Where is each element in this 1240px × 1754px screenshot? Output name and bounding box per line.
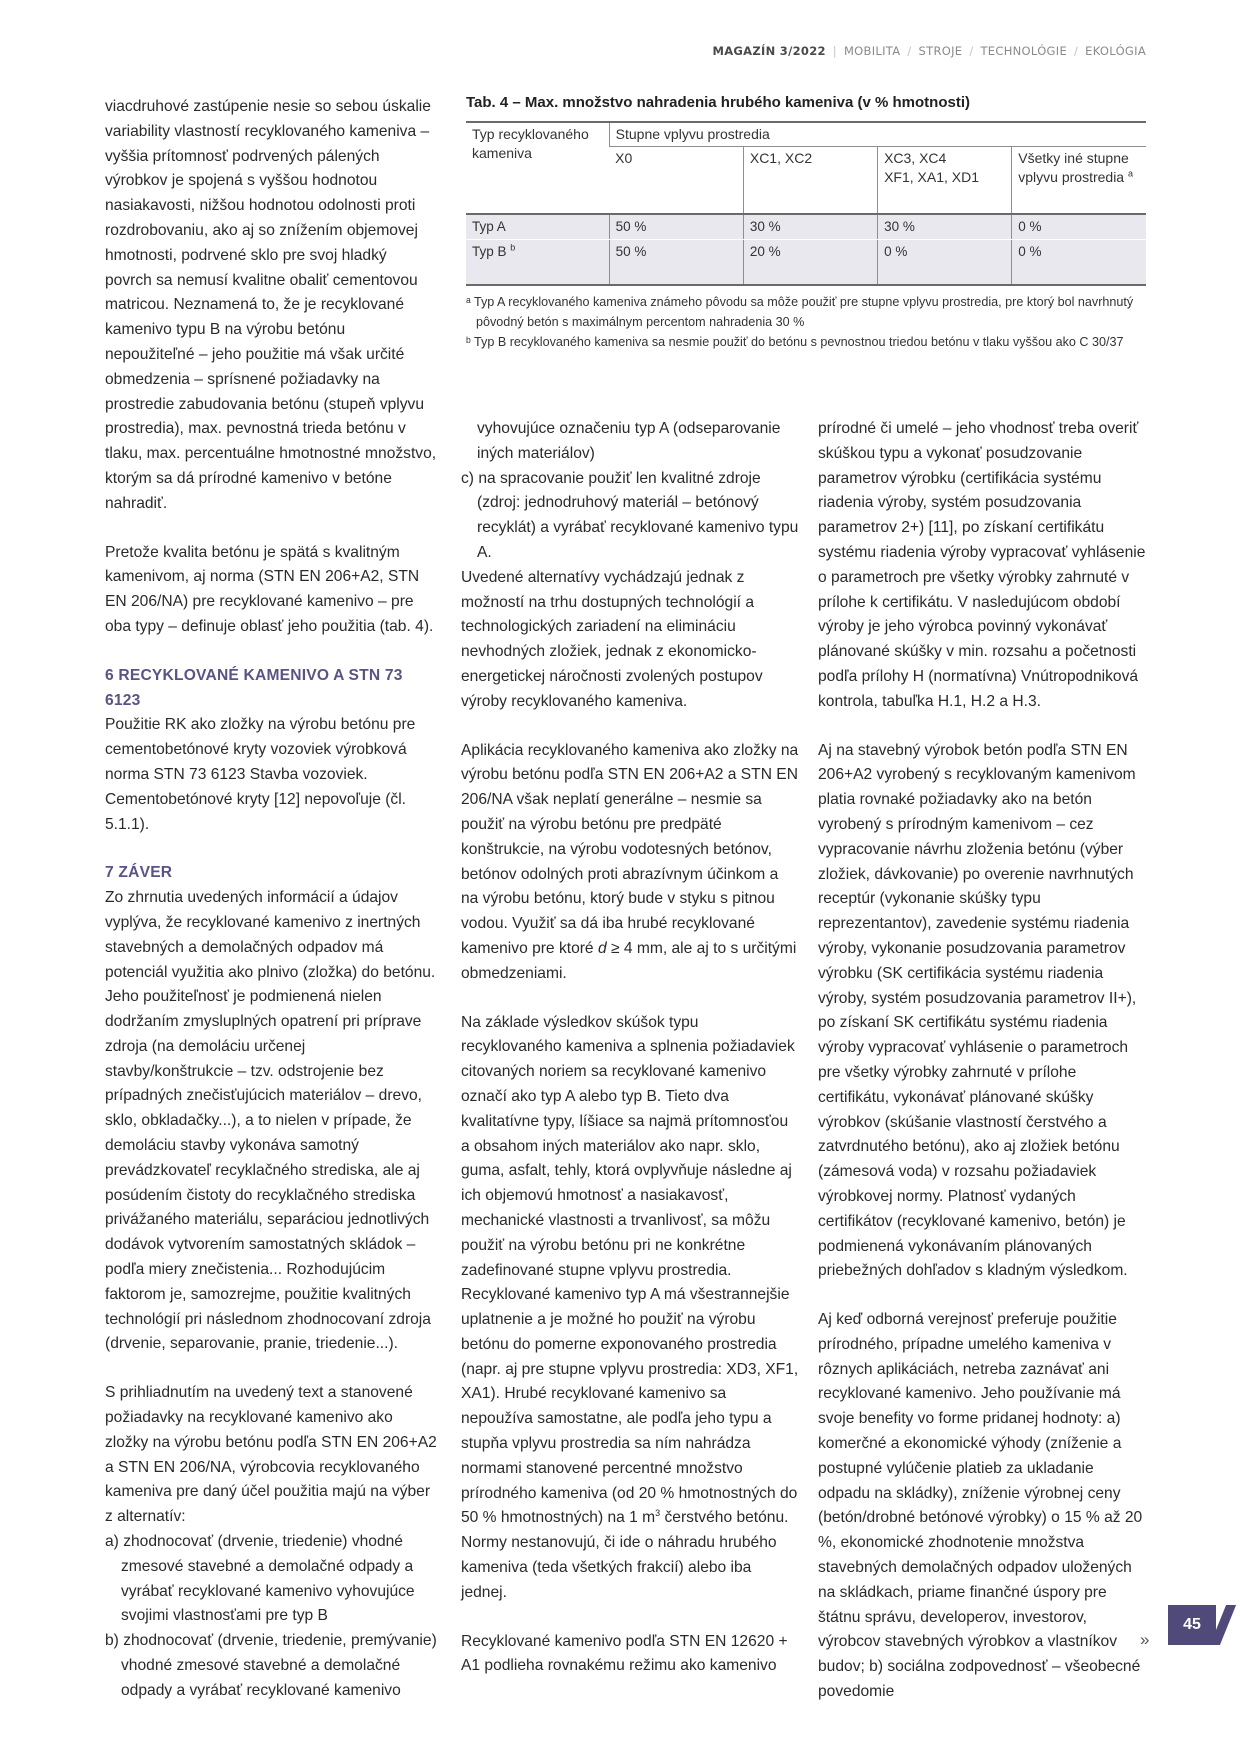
page-number: 45 [1168,1605,1216,1645]
paragraph: Použitie RK ako zložky na výrobu betónu pre cementobetónové kryty vozoviek výrobková norma STN 73 6123 Stavba vozoviek. Cementobetónové kryty [12] nepovoľuje (čl. 5.1.1). [105,716,416,833]
header-category: MOBILITA [843,44,901,58]
table-reference: (tab. 4). [379,617,434,635]
continue-chevron-icon: » [1140,1630,1150,1649]
table-cell: 0 % [1012,240,1146,286]
paragraph: Uvedené alternatívy vychádzajú jednak z možností na trhu dostupných technológií a technologických zariadení na elimináciu nevhodných zložiek, jednak z ekonomicko-energetickej náročnosti zvolených postupov výroby recyklovaného kameniva. [461,568,763,710]
table-cell: 0 % [1012,214,1146,240]
footnote: ᵇ Typ B recyklovaného kameniva sa nesmie použiť do betónu s pevnostnou triedou betónu v tlaku vyššou ako C 30/37 [466,335,1124,349]
paragraph: Aj keď odborná verejnosť preferuje použitie prírodného, prípadne umelého kameniva v rôznych aplikáciách, netreba zaznávať ani recyklované kamenivo. Jeho používanie má svoje benefity vo forme pridanej hodnoty: a) komerčné a ekonomické výhody (zníženie a postupné vylúčenie platieb za ukladanie odpadu na skládky), zníženie výrobnej ceny (betón/drobné betónové výrobky) o 15 % až 20 %, ekonomické zhodnotenie množstva stavebných demolačných odpadov uložených na skládkach, priame finančné úspory pre štátnu správu, developerov, investorov, výrobcov stavebných výrobkov a vlastníkov budov; b) sociálna zodpovednosť – všeobecné povedomie [818,1311,1143,1701]
table-4 [466,94,1146,352]
paragraph: prírodné či umelé – jeho vhodnosť treba overiť skúškou typu a vykonať posudzovanie parametrov výrobku (certifikácia systému riadenia výroby, systém posudzovania parametrov 2+) [11], po získaní certifikátu systému riadenia výroby vypracovať vyhlásenie o parametroch pre všetky výrobky zahrnuté v prílohe k certifikátu. V nasledujúcom období výroby je jeho výrobca povinný vykonávať plánované skúšky v min. rozsahu a početnosti podľa prílohy H (normatívna) Vnútropodniková kontrola, tabuľka H.1, H.2 a H.3. [818,420,1146,710]
header-category: TECHNOLÓGIE [980,44,1068,58]
column-header: X0 [609,147,743,215]
header-category: STROJE [918,44,963,58]
paragraph: S prihliadnutím na uvedený text a stanovené požiadavky na recyklované kamenivo ako zložky na výrobu betónu podľa STN EN 206+A2 a STN EN 206/NA, výrobcovia recyklovaného kameniva pre daný účel použitia majú na výber z alternatív: [105,1384,437,1526]
list-item-continuation: vyhovujúce označeniu typ A (odseparovanie iných materiálov) [477,420,781,462]
paragraph: Recyklované kamenivo podľa STN EN 12620 + A1 podlieha rovnakému režimu ako kamenivo [461,1632,788,1675]
column-group-header: Stupne vplyvu prostredia [609,122,1146,147]
column-header: Všetky iné stupne vplyvu prostredia $^a$ [1012,147,1146,215]
column-header: XC3, XC4 XF1, XA1, XD1 [878,147,1012,215]
table-row [466,214,1146,240]
footnote: ᵃ Typ A recyklovaného kameniva známeho pôvodu sa môže použiť pre stupne vplyvu prostredia, pre ktorý bol navrhnutý pôvodný betón s maximálnym percentom nahradenia 30 % [466,295,1134,329]
section-title: 6 RECYKLOVANÉ KAMENIVO A STN 73 6123 [105,666,403,709]
table-cell: 30 % [878,214,1012,240]
column-right [818,417,1146,1705]
paragraph: Pretože kvalita betónu je spätá s kvalitným kamenivom, aj norma (STN EN 206+A2, STN EN 206/NA) pre recyklované kamenivo – pre oba typy – definuje oblasť jeho použitia (tab. 4). [105,543,434,635]
header-category: EKOLÓGIA [1085,44,1146,58]
paragraph: Aplikácia recyklovaného kameniva ako zložky na výrobu betónu podľa STN EN 206+A2 a STN EN 206/NA však neplatí generálne – nesmie sa použiť na výrobu betónu pre predpäté konštrukcie, na výrobu vodotesných betónov, betónov odolných proti abrazívnym účinkom a na výrobu betónu, ktorý bude v styku s pitnou vodou. Využiť sa dá iba hrubé recyklované kamenivo pre ktoré d ≥ 4 mm, ale aj to s určitými obmedzeniami. [461,741,799,982]
row-label: Typ A [466,214,609,240]
column-middle [461,417,799,1679]
list-item: a) zhodnocovať (drvenie, triedenie) vhodné zmesové stavebné a demolačné odpady a vyrábať recyklované kamenivo vyhovujúce svojimi vlastnosťami pre typ B [105,1533,415,1625]
list-item: b) zhodnocovať (drvenie, triedenie, premývanie) vhodné zmesové stavebné a demolačné odpady a vyrábať recyklované kamenivo [105,1632,437,1699]
table-notes [466,292,1146,352]
paragraph: viacdruhové zastúpenie nesie so sebou úskalie variability vlastností recyklovaného kameniva – vyššia prítomnosť podrvených pálených výrobkov je spojená s vyššou hodnotou nasiakavosti, nižšou hodnotou odolnosti proti rozdrobovaniu, ako aj so znížením objemovej hmotnosti, podrvené sklo pre svoj hladký povrch sa nemusí kvalitne obaliť cementovou matricou. Neznamená to, že je recyklované kamenivo typu B na výrobu betónu nepoužiteľné – jeho použitie má však určité obmedzenia – sprísnené požiadavky na prostredie zabudovania betónu (stupeň vplyvu prostredia), max. pevnostná trieda betónu v tlaku, max. percentuálne hmotnostné množstvo, ktorým sa dá prírodné kamenivo v betóne nahradiť. [105,98,437,512]
list-item: c) na spracovanie použiť len kvalitné zdroje (zdroj: jednodruhový materiál – betónový recyklát) a vyrábať recyklované kamenivo typu A. [461,469,799,561]
column-left [105,95,437,1704]
table-title: Tab. 4 – Max. množstvo nahradenia hrubého kameniva (v % hmotnosti) [466,94,970,111]
row-label: Typ B $^b$ [466,240,609,286]
column-header: XC1, XC2 [743,147,877,215]
table-cell: 50 % [609,214,743,240]
table-cell: 50 % [609,240,743,286]
column-header: Typ recyklovaného kameniva [466,122,609,214]
table-cell: 0 % [878,240,1012,286]
magazine-issue: MAGAZÍN 3/2022 [712,44,826,58]
paragraph: Na základe výsledkov skúšok typu recyklovaného kameniva a splnenia požiadaviek citovaných noriem sa recyklované kamenivo označí ako typ A alebo typ B. Tieto dva kvalitatívne typy, líšiace sa najmä prítomnosťou a obsahom iných materiálov ako napr. sklo, guma, asfalt, tehly, ktorá ovplyvňuje následne aj ich objemovú hmotnosť a nasiakavosť, mechanické vlastnosti a trvanlivosť, sa môžu použiť na výrobu betónu pri ne konkrétne zadefinované stupne vplyvu prostredia. Recyklované kamenivo typ A má všestrannejšie uplatnenie a je možné ho použiť na výrobu betónu do pomerne exponovaného prostredia (napr. aj pre stupne vplyvu prostredia: XD3, XF1, XA1). Hrubé recyklované kamenivo sa nepoužíva samostatne, ale podľa jeho typu a stupňa vplyvu prostredia sa ním nahrádza normami stanovené percentné množstvo prírodného kameniva (od 20 % hmotnostných do 50 % hmotnostných) na 1 $m^3$ čerstvého betónu. Normy nestanovujú, či ide o náhradu hrubého kameniva (teda všetkých frakcií) alebo iba jednej. [461,1013,799,1601]
paragraph: Zo zhrnutia uvedených informácií a údajov vyplýva, že recyklované kamenivo z inertných stavebných a demolačných odpadov má potenciál využitia ako plnivo (zložka) do betónu. Jeho použiteľnosť je podmienená nielen dodržaním zmysluplných opatrení pri príprave zdroja (na demoláciu určenej stavby/konštrukcie – tzv. odstrojenie bez prípadných znečisťujúcich materiálov – drevo, sklo, obkladačky...), a to nielen v prípade, že demoláciu stavby vykonáva samotný prevádzkovateľ recyklačného strediska, ale aj posúdením čistoty do recyklačného strediska privážaného materiálu, separáciou jednotlivých dodávok vytvorením samostatných skládok – podľa miery znečistenia... Rozhodujúcim faktorom je, samozrejme, použitie kvalitných technológií pri následnom zhodnocovaní zdroja (drvenie, separovanie, pranie, triedenie...). [105,889,436,1353]
section-title: 7 ZÁVER [105,864,173,882]
table-cell: 20 % [743,240,877,286]
table-cell: 30 % [743,214,877,240]
page-header: MAGAZÍN 3/2022 | MOBILITA / STROJE / TECHNOLÓGIE / EKOLÓGIA [712,44,1146,58]
table-row [466,240,1146,286]
data-table [466,121,1146,286]
paragraph: Aj na stavebný výrobok betón podľa STN EN 206+A2 vyrobený s recyklovaným kamenivom platia rovnaké požiadavky ako na betón vyrobený s prírodným kamenivom – cez vypracovanie návrhu zloženia betónu (výber zložiek, dávkovanie) po overenie navrhnutých receptúr (vykonanie skúšky typu reprezentantov), zavedenie systému riadenia výroby, vykonanie posudzovania parametrov výrobku (SK certifikácia systému riadenia výroby, systém posudzovania parametrov II+), po získaní SK certifikátu systému riadenia výroby vypracovať vyhlásenie o parametroch pre všetky výrobky zahrnuté v prílohe certifikátu, vykonávať plánované skúšky výrobkov (skúšanie vlastností čerstvého a zatvrdnutého betónu), ako aj zložiek betónu (zámesová voda) v rozsahu požiadaviek výrobkovej normy. Platnosť vydaných certifikátov (recyklované kamenivo, betón) je podmienená vykonávaním plánovaných priebežných dohľadov s kladným výsledkom. [818,741,1137,1280]
